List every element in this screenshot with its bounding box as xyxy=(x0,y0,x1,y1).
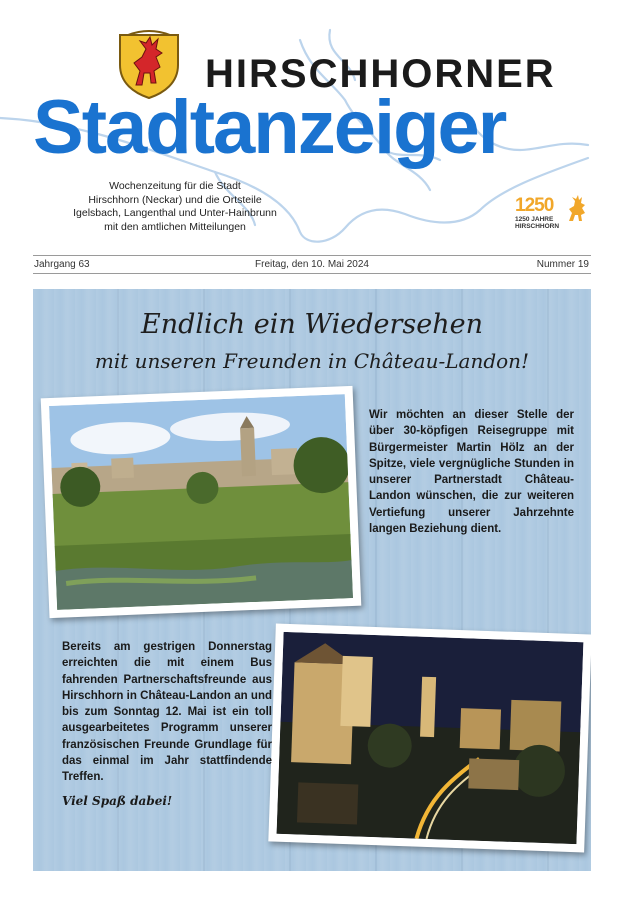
issue-info-bar xyxy=(33,255,591,274)
subtitle-line: Wochenzeitung für die Stadt xyxy=(109,180,241,192)
anniversary-line1: 1250 JAHRE xyxy=(515,216,554,223)
subtitle-line: Hirschhorn (Neckar) und die Ortsteile xyxy=(88,193,262,206)
masthead-subtitle xyxy=(40,180,310,234)
issue-date: Freitag, den 10. Mai 2024 xyxy=(255,259,369,270)
subtitle-line: Igelsbach, Langenthal und Unter-Hainbrunn xyxy=(73,207,277,219)
article-subheadline: mit unseren Freunden in Château-Landon! xyxy=(94,349,530,373)
village-river-image xyxy=(49,394,353,610)
anniversary-line2: HIRSCHHORN xyxy=(515,223,560,230)
deer-icon xyxy=(565,195,593,225)
anniversary-logo xyxy=(515,195,595,235)
feature-article xyxy=(33,289,591,871)
anniversary-text xyxy=(515,216,559,230)
article-headline: Endlich ein Wiedersehen xyxy=(141,309,483,340)
masthead xyxy=(0,0,625,255)
masthead-title-top: HIRSCHHORNER xyxy=(205,52,556,96)
village-river-photo xyxy=(41,386,362,618)
subtitle-line: mit den amtlichen Mitteilungen xyxy=(104,220,246,233)
night-village-photo xyxy=(268,624,591,853)
night-village-image xyxy=(277,632,584,844)
article-paragraph-1: Wir möchten an dieser Stelle der über 30-köpfigen Reisegruppe mit Bürgermeister Martin Hölz an der Spitze, viele vergnügliche Stunden in unserer Partnerstadt Château-Landon wünschen, die zur weiteren Vertiefung unserer Jahrzehnte langen Beziehung dient. xyxy=(369,409,574,536)
article-paragraph-2: Bereits am gestrigen Donnerstag erreichten die mit einem Bus fahrenden Partnerschaftsfreunde aus Hirschhorn in Château-Landon an und bis zum Sonntag 12. Mai ist ein toll ausgearbeitetes Programm unserer französischen Freunde Grundlage für das einmal im Jahr stattfindende Treffen. xyxy=(62,641,272,784)
volume-label: Jahrgang 63 xyxy=(34,259,90,270)
issue-number: Nummer 19 xyxy=(536,259,589,270)
anniversary-number: 1250 xyxy=(515,195,554,216)
masthead-title-main: Stadtanzeiger xyxy=(33,85,506,170)
article-signoff: Viel Spaß dabei! xyxy=(62,794,173,808)
